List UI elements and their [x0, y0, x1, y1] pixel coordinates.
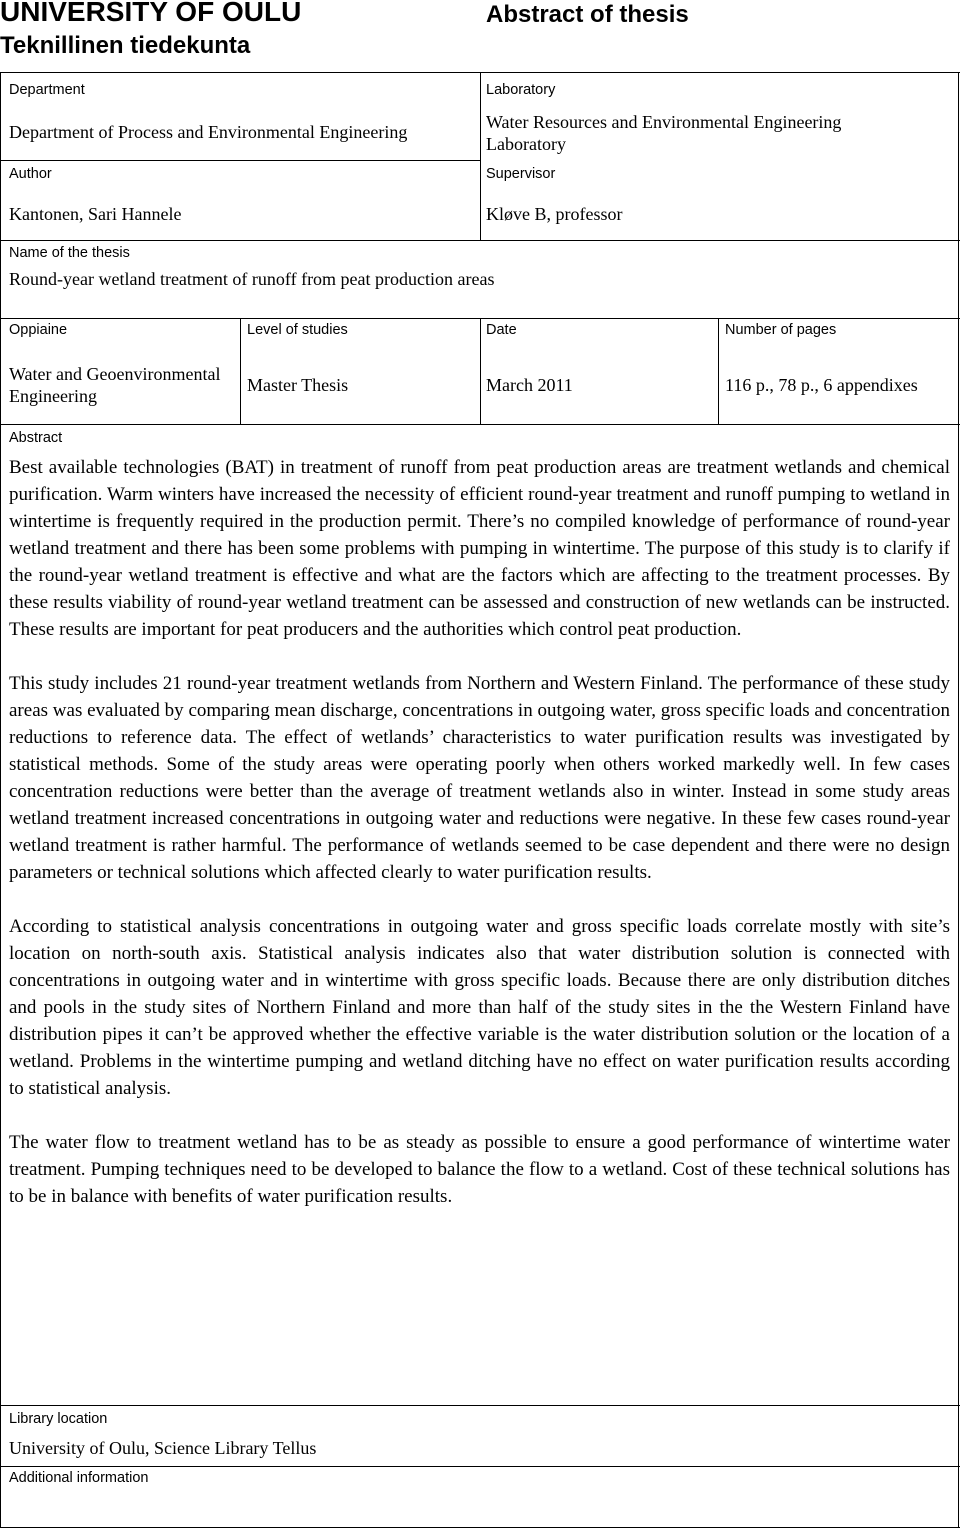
author-label: Author — [9, 166, 52, 182]
date-value: March 2011 — [486, 375, 573, 395]
library-value: University of Oulu, Science Library Tellus — [9, 1438, 317, 1458]
pages-label: Number of pages — [725, 322, 837, 338]
university-name: UNIVERSITY OF OULU — [0, 0, 302, 27]
abstract-paragraph: The water flow to treatment wetland has to be as steady as possible to ensure a good performance of wintertime water treatment. Pumping techniques need to be developed to balance the flow to a wetland. Cost of these technical solutions has to be in balance with benefits of water purification results. — [9, 1132, 950, 1207]
level-value: Master Thesis — [247, 375, 349, 395]
laboratory-value: Water Resources and Environmental Engineering Laboratory — [486, 112, 842, 154]
oppiaine-label: Oppiaine — [9, 322, 68, 338]
abstract-label: Abstract — [9, 430, 63, 446]
supervisor-value: Kløve B, professor — [486, 204, 623, 224]
date-label: Date — [486, 322, 517, 338]
abstract-body — [9, 454, 950, 1210]
additional-info-label: Additional information — [9, 1470, 149, 1486]
abstract-paragraph: Best available technologies (BAT) in treatment of runoff from peat production areas are treatment wetlands and chemical purification. Warm winters have increased the necessity of efficient round-year treatment and runoff pumping to wetland in wintertime is frequently required in the production permit. There’s no compiled knowledge of performance of round-year wetland treatment and there has been some problems with pumping in wintertime. The purpose of this study is to clarify if the round-year wetland treatment is effective and what are the factors which are affecting to the treatment processes. By these results viability of round-year wetland treatment can be assessed and construction of new wetlands can be instructed. These results are important for peat producers and the authorities which control peat production. — [9, 457, 950, 640]
faculty-name: Teknillinen tiedekunta — [0, 32, 251, 59]
laboratory-label: Laboratory — [486, 82, 556, 98]
department-label: Department — [9, 82, 85, 98]
level-label: Level of studies — [247, 322, 348, 338]
document-title: Abstract of thesis — [486, 1, 689, 28]
author-value: Kantonen, Sari Hannele — [9, 204, 182, 224]
thesis-name-label: Name of the thesis — [9, 245, 130, 261]
abstract-paragraph: This study includes 21 round-year treatment wetlands from Northern and Western Finland. The performance of these study areas was evaluated by comparing mean discharge, concentrations in outgoing water, gross specific loads and concentration reductions to reference data. The effect of wetlands’ characteristics to water purification results was investigated by statistical methods. Some of the study areas were operating poorly when others worked markedly well. In few cases concentration reductions were better than the average of treatment wetlands also in winter. Instead in some study areas wetland treatment increased concentrations in outgoing water and reductions were negative. In these few cases round-year wetland treatment is rather harmful. The performance of wetlands seemed to be case dependent and there were no design parameters or technical solutions which affected clearly to water purification results. — [9, 673, 950, 883]
thesis-name-value: Round-year wetland treatment of runoff from peat production areas — [9, 269, 495, 289]
library-label: Library location — [9, 1411, 108, 1427]
oppiaine-value: Water and Geoenvironmental Engineering — [9, 364, 221, 406]
pages-value: 116 p., 78 p., 6 appendixes — [725, 375, 918, 395]
supervisor-label: Supervisor — [486, 166, 556, 182]
department-value: Department of Process and Environmental Engineering — [9, 122, 408, 142]
abstract-paragraph: According to statistical analysis concentrations in outgoing water and gross specific loads correlate mostly with site’s location on north-south axis. Statistical analysis indicates also that water distribution solution is connected with concentrations in outgoing water and in wintertime with gross specific loads. Because there are only distribution ditches and pools in the study sites of Northern Finland and more than half of the study sites in the the Western Finland have distribution pipes it can’t be approved whether the effective variable is the water distribution solution or the location of a wetland. Problems in the wintertime pumping and wetland ditching have no effect on water purification results according to statistical analysis. — [9, 916, 950, 1099]
